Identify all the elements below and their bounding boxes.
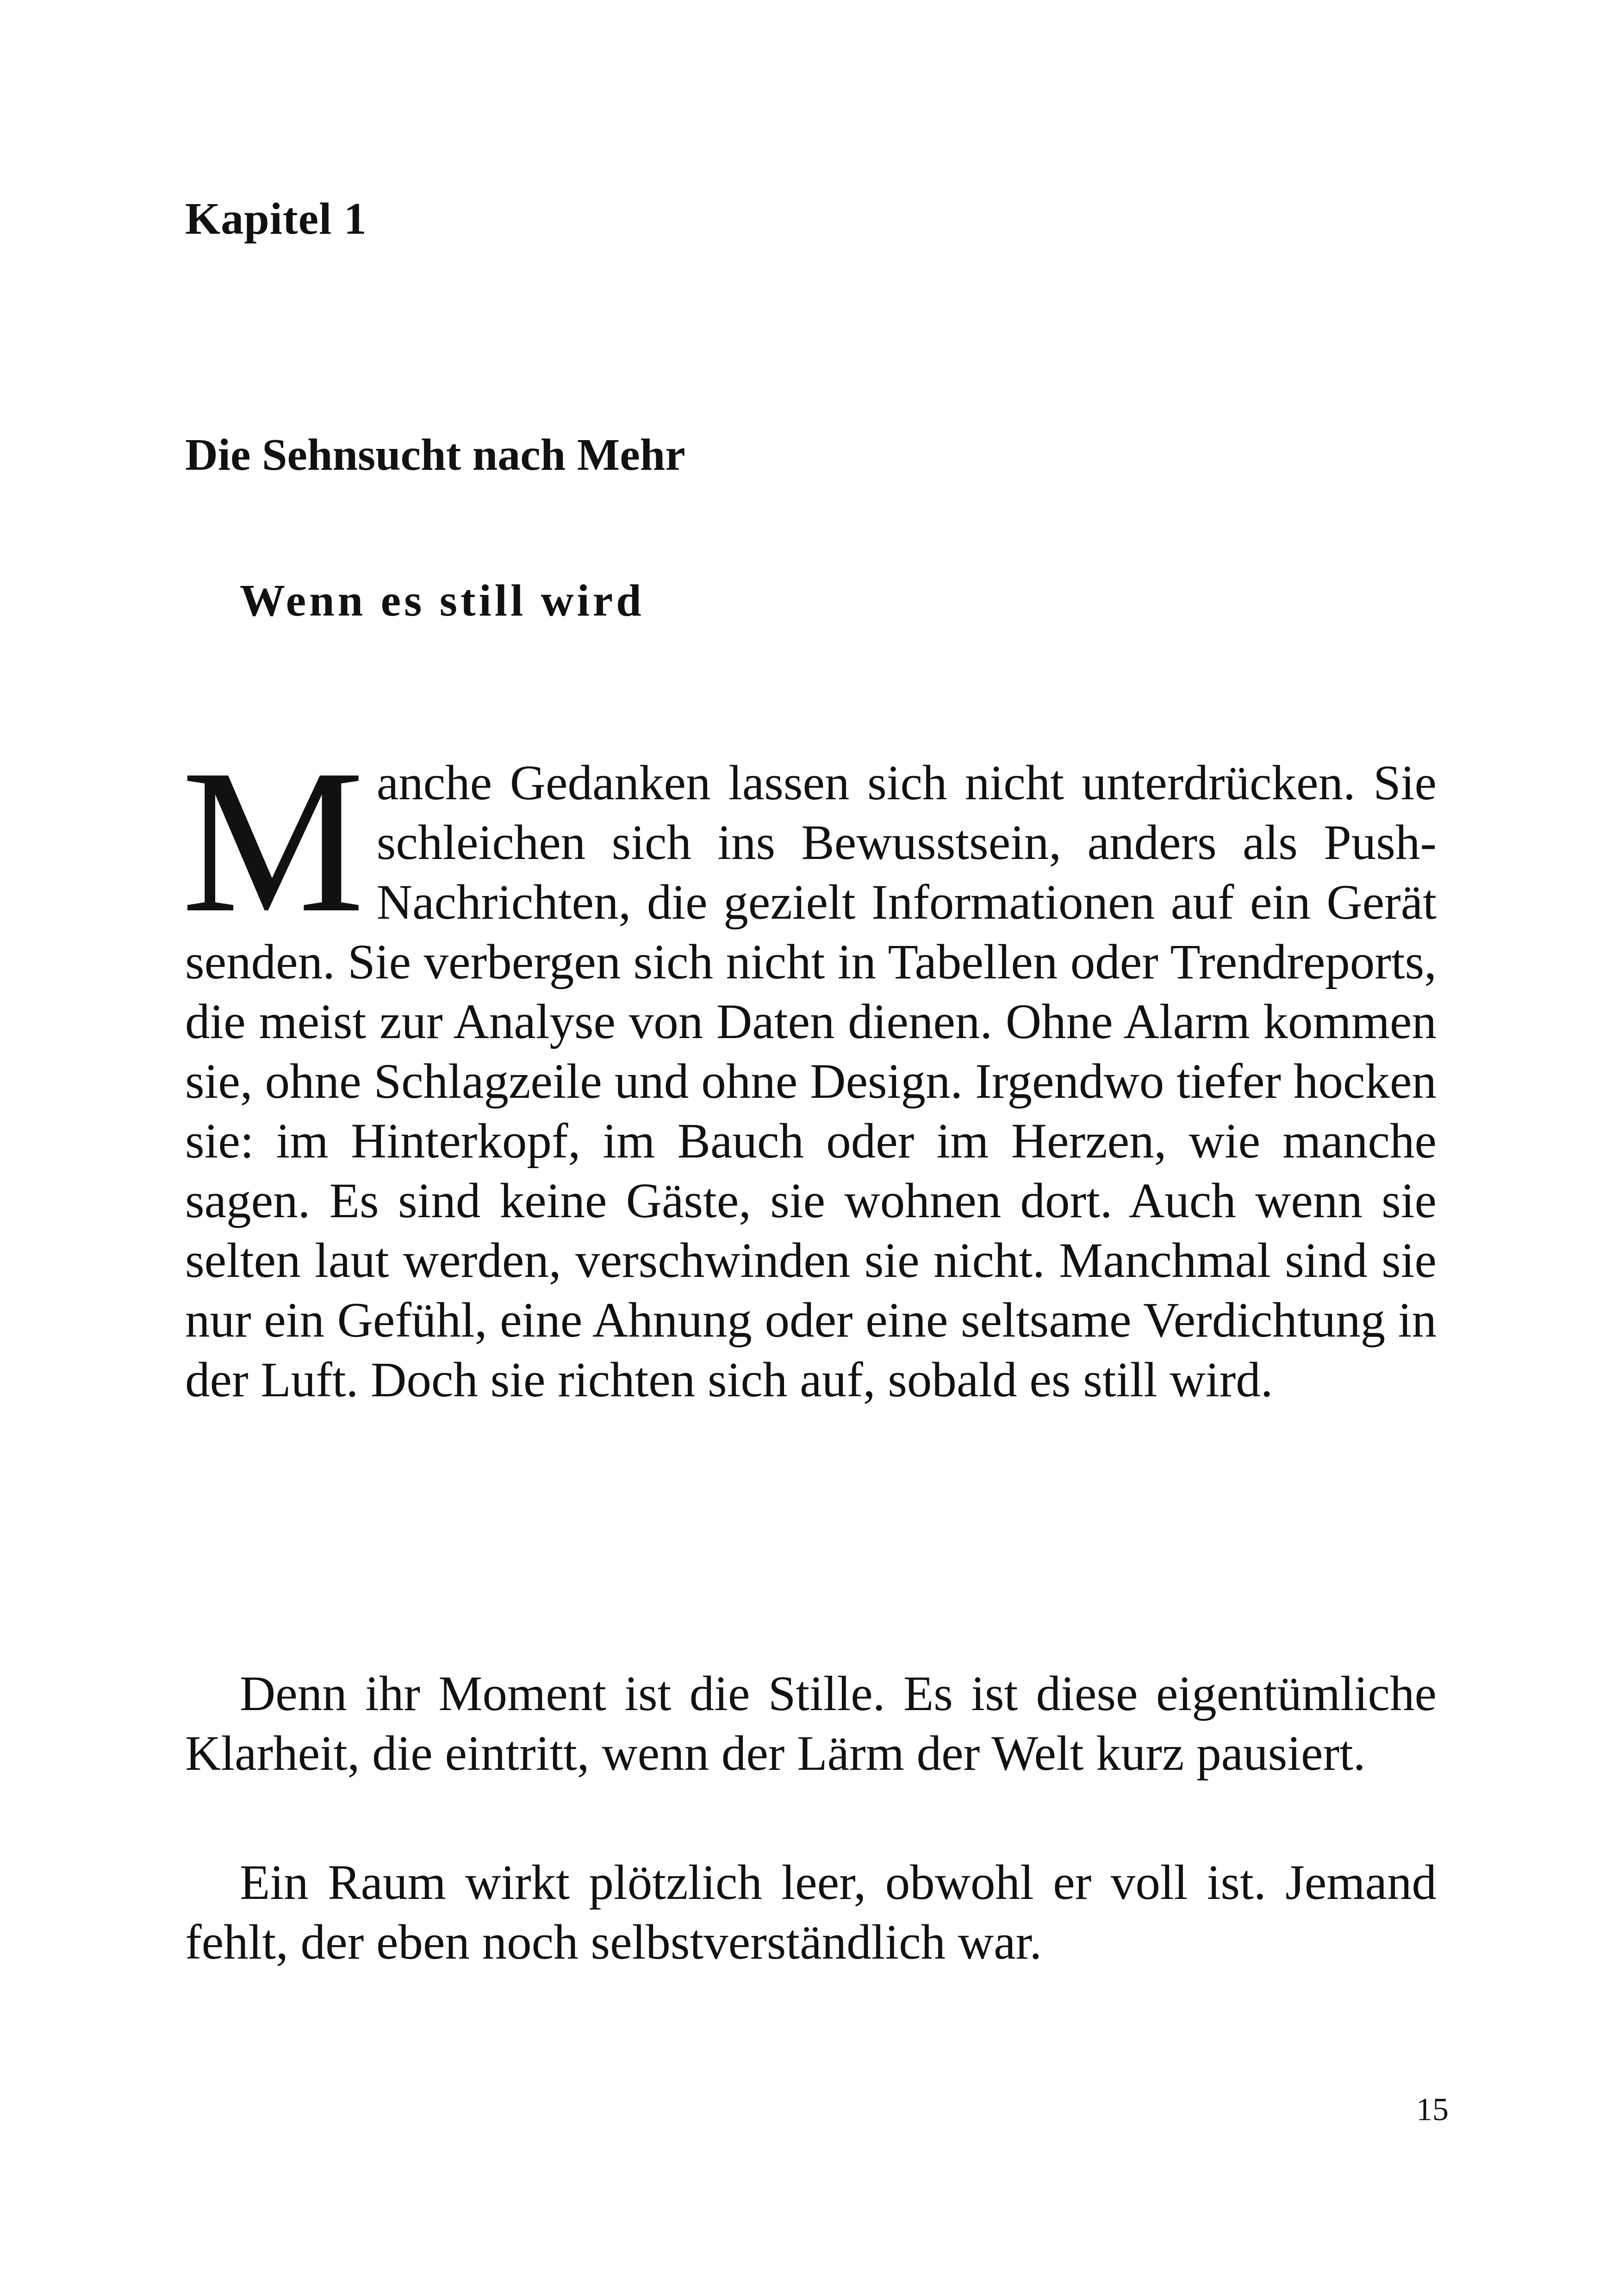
subsection-title: Wenn es still wird [240,576,645,626]
drop-cap-initial: M [181,727,365,955]
section-title: Die Sehnsucht nach Mehr [185,430,685,480]
page-number: 15 [1416,2092,1449,2128]
body-paragraph: Denn ihr Moment ist die Stille. Es ist diese eigentümliche Klarheit, die eintritt, wenn der Lärm der Welt kurz pausiert. [185,1667,1437,1781]
chapter-title: Kapitel 1 [185,194,367,244]
opening-paragraph-text: anche Gedanken lassen sich nicht unterdrücken. Sie schleichen sich ins Bewusstsein, anders als Push-Nachrichten, die gezielt Informationen auf ein Gerät senden. Sie verbergen sich nicht in Tabellen oder Trendreports, die meist zur Analyse von Daten dienen. Ohne Alarm kommen sie, ohne Schlagzeile und ohne Design. Irgendwo tiefer hocken sie: im Hinterkopf, im Bauch oder im Herzen, wie manche sagen. Es sind keine Gäste, sie wohnen dort. Auch wenn sie selten laut werden, verschwinden sie nicht. Manchmal sind sie nur ein Gefühl, eine Ahnung oder eine seltsame Verdichtung in der Luft. Doch sie richten sich auf, sobald es still wird. [185,756,1437,1407]
body-paragraph: Ein Raum wirkt plötzlich leer, obwohl er voll ist. Jemand fehlt, der eben noch selbstverständlich war. [185,1855,1437,1970]
opening-paragraph [181,727,1437,1410]
